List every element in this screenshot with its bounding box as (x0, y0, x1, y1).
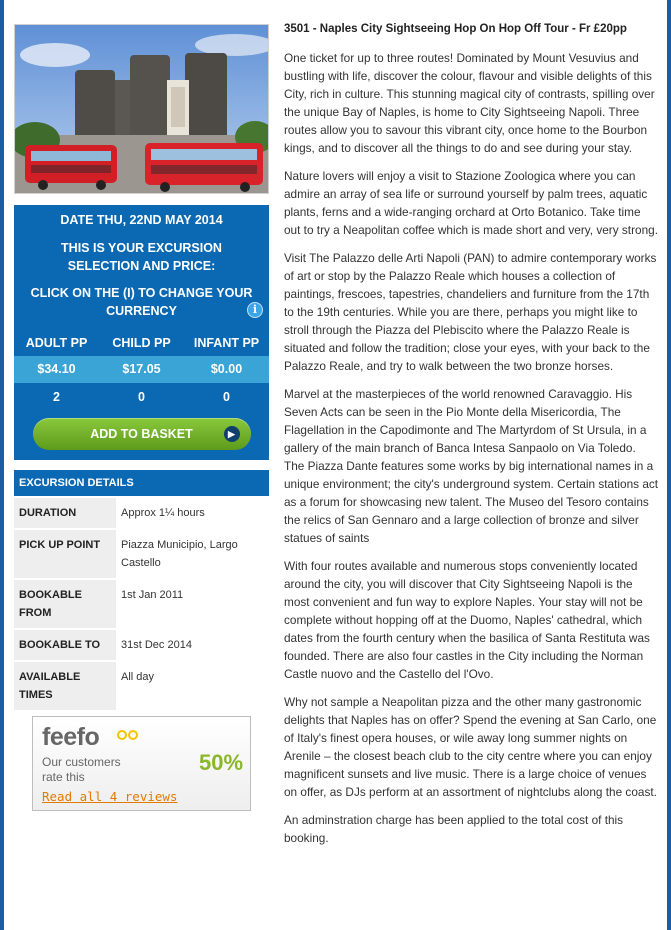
feefo-rate-text: Our customers rate this (42, 755, 121, 784)
details-value: Approx 1¼ hours (121, 507, 205, 519)
details-value: Piazza Municipio, Largo Castello (121, 539, 238, 569)
child-header: CHILD PP (112, 336, 171, 350)
infant-price: $0.00 (210, 362, 243, 376)
quantity-row (14, 383, 269, 411)
details-row-duration (14, 496, 269, 528)
description-paragraph: An adminstration charge has been applied to the total cost of this booking. (284, 813, 624, 845)
details-row-pickup (14, 528, 269, 578)
add-to-basket-label: ADD TO BASKET (90, 427, 193, 441)
description-paragraph: Nature lovers will enjoy a visit to Stazione Zoologica where you can admire an array of sea life or surround yourself by palm trees, aquatic plants, ferns and a wide-ranging orchard at Orto Botanico. Take time out to try a Neapolitan coffee which is made short and very, very strong. (284, 169, 658, 237)
details-label: AVAILABLE TIMES (14, 662, 116, 710)
description-paragraph: One ticket for up to three routes! Dominated by Mount Vesuvius and bustling with life, discover the colour, flavour and visible delights of this City, rich in culture. This stunning magical city of contrasts, spilling over the unique Bay of Naples, is home to City Sightseeing Napoli. Three routes allow you to savour this vibrant city, once home to the Bourbon kings, and to discover all the things to do and see during your stay. (284, 51, 655, 155)
details-label: DURATION (14, 498, 116, 528)
add-to-basket-button[interactable] (33, 418, 251, 450)
feefo-eyes-icon (117, 727, 139, 745)
details-row-available-times (14, 660, 269, 710)
details-label: BOOKABLE FROM (14, 580, 116, 628)
excursion-date: DATE THU, 22ND MAY 2014 (60, 213, 223, 227)
description-paragraph: With four routes available and numerous stops conveniently located around the city, you will discover that City Sightseeing Napoli is the most convenient and fun way to explore Naples. Your stay will not be complete without hopping off at the Duomo, Naples' cathedral, which dates from the fourth century when the basilica of Santa Restituta was founded. There are also four castles in the City including the Norman Castle nuovo and the Castello del l'Ovo. (284, 559, 650, 681)
adult-header: ADULT PP (25, 336, 88, 350)
description-paragraph: Why not sample a Neapolitan pizza and the other many gastronomic delights that Naples has on offer? Spend the evening at San Carlo, one of Italy's finest opera houses, or wile away long summer nights on Arenile – the closest beach club to the city centre where you can enjoy magnificent sunsets and live music. There is a large choice of venues on offer, as DJs perform at an assortment of nightclubs along the coast. (284, 695, 657, 799)
description-paragraph: Visit The Palazzo delle Arti Napoli (PAN) to admire contemporary works of art or stop by the Palazzo Reale which houses a collection of paintings, frescoes, tapestries, chandeliers and furniture from the 17th to the 19th centuries. While you are there, perhaps you might like to stroll through the Piazza del Plebiscito where the Palazzo Reale is situated and follow the tradition; close your eyes, with your back to the Palazzo Reale, and try to walk between the two bronze horses. (284, 251, 657, 373)
description-paragraph: Marvel at the masterpieces of the world renowned Caravaggio. His Seven Acts can be seen in the Pio Monte della Misericordia, The Flagellation in the Capodimonte and The Martyrdom of St Ursula, in a gallery of the main branch of Banca Intesa Sanpaolo on Via Toledo. The Piazza Dante features some works by big international names in a unique environment; the city's underground system. Certain stations act as a forum for showcasing new talent. The Museo del Tesoro contains the relics of San Gennaro and a large collection of bronze and silver statues of saints (284, 387, 659, 545)
feefo-rating-widget (32, 716, 251, 811)
details-label: BOOKABLE TO (14, 630, 116, 660)
infant-header: INFANT PP (193, 336, 260, 350)
child-price: $17.05 (122, 362, 161, 376)
left-column (14, 24, 269, 811)
adult-quantity[interactable]: 2 (53, 390, 60, 404)
tour-photo (14, 24, 269, 194)
details-row-bookable-from (14, 578, 269, 628)
feefo-logo: feefo (42, 723, 100, 751)
adult-price: $34.10 (37, 362, 76, 376)
page-frame-left (0, 0, 4, 930)
selection-caption: THIS IS YOUR EXCURSION SELECTION AND PRICE: (61, 241, 222, 273)
child-quantity[interactable]: 0 (138, 390, 145, 404)
excursion-price-panel (14, 205, 269, 460)
details-row-bookable-to (14, 628, 269, 660)
price-headers (14, 330, 269, 356)
details-value: 1st Jan 2011 (121, 589, 184, 601)
currency-info-icon[interactable]: i (247, 302, 263, 318)
excursion-details-heading: EXCURSION DETAILS (14, 470, 269, 496)
page-frame-right (667, 0, 671, 930)
tour-description (284, 20, 659, 847)
chevron-right-icon: ▶ (224, 426, 240, 442)
details-label: PICK UP POINT (14, 530, 116, 578)
infant-quantity[interactable]: 0 (223, 390, 230, 404)
currency-caption: CLICK ON THE (I) TO CHANGE YOUR CURRENCY (30, 286, 253, 318)
details-value: 31st Dec 2014 (121, 639, 192, 651)
page-title: 3501 - Naples City Sightseeing Hop On Hop Off Tour - Fr £20pp (284, 23, 627, 35)
details-value: All day (121, 671, 155, 683)
price-row (14, 356, 269, 383)
feefo-percent: 50% (199, 750, 244, 775)
read-reviews-link[interactable]: Read all 4 reviews (42, 789, 178, 804)
excursion-details (14, 470, 269, 710)
